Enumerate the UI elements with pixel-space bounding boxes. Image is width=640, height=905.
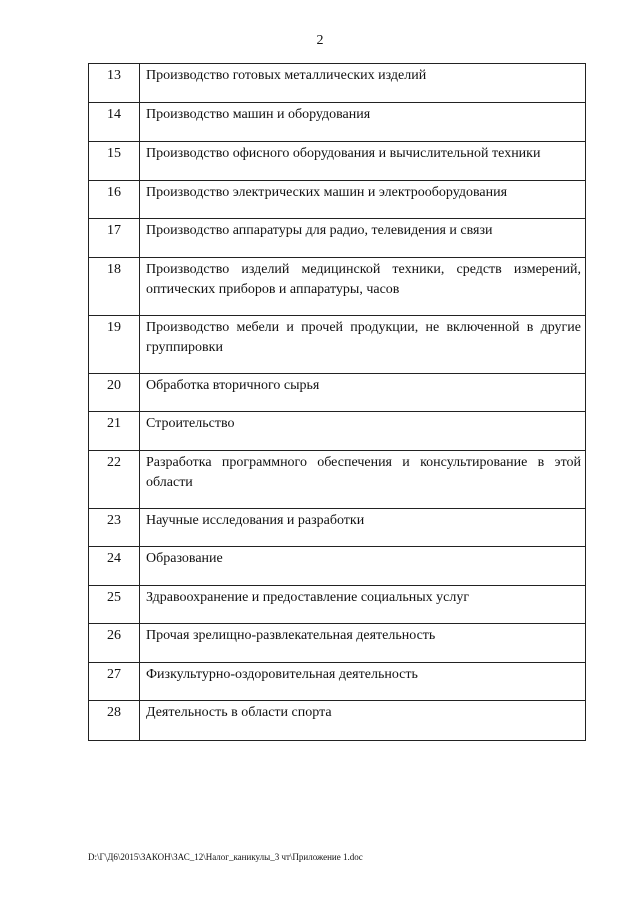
page-number: 2	[316, 33, 324, 48]
row-number: 22	[89, 451, 140, 509]
table-row	[89, 103, 586, 142]
row-number: 13	[89, 64, 140, 103]
row-text: Производство аппаратуры для радио, телевидения и связи	[140, 219, 586, 258]
row-text: Производство готовых металлических изделий	[140, 64, 586, 103]
row-text: Научные исследования и разработки	[140, 509, 586, 547]
file-path-footer: D:\Г\Д6\2015\ЗАКОН\ЗАС_12\Налог_каникулы_3 чт\Приложение 1.doc	[88, 852, 363, 862]
row-text: Строительство	[140, 412, 586, 451]
table-row	[89, 547, 586, 586]
row-number: 24	[89, 547, 140, 586]
row-number: 25	[89, 586, 140, 624]
table-row	[89, 509, 586, 547]
row-number: 18	[89, 258, 140, 316]
row-number: 20	[89, 374, 140, 412]
table-row	[89, 701, 586, 741]
table-row	[89, 64, 586, 103]
row-number: 19	[89, 316, 140, 374]
row-text: Обработка вторичного сырья	[140, 374, 586, 412]
table-row	[89, 219, 586, 258]
row-number: 28	[89, 701, 140, 741]
row-number: 14	[89, 103, 140, 142]
activities-table	[88, 63, 586, 741]
row-text: Физкультурно-оздоровительная деятельность	[140, 663, 586, 701]
table-row	[89, 412, 586, 451]
table-row	[89, 374, 586, 412]
row-number: 26	[89, 624, 140, 663]
row-text: Производство машин и оборудования	[140, 103, 586, 142]
row-text: Производство мебели и прочей продукции, не включенной в другие группировки	[140, 316, 586, 374]
row-text: Прочая зрелищно-развлекательная деятельность	[140, 624, 586, 663]
row-number: 17	[89, 219, 140, 258]
table-row	[89, 663, 586, 701]
table-row	[89, 624, 586, 663]
row-number: 27	[89, 663, 140, 701]
table-row	[89, 316, 586, 374]
table-row	[89, 181, 586, 219]
row-text: Производство офисного оборудования и вычислительной техники	[140, 142, 586, 181]
row-text: Деятельность в области спорта	[140, 701, 586, 741]
row-number: 16	[89, 181, 140, 219]
table-row	[89, 258, 586, 316]
table-row	[89, 586, 586, 624]
row-number: 23	[89, 509, 140, 547]
row-text: Производство изделий медицинской техники, средств измерений, оптических приборов и аппаратуры, часов	[140, 258, 586, 316]
row-text: Здравоохранение и предоставление социальных услуг	[140, 586, 586, 624]
table-row	[89, 142, 586, 181]
row-text: Разработка программного обеспечения и консультирование в этой области	[140, 451, 586, 509]
table-row	[89, 451, 586, 509]
row-text: Образование	[140, 547, 586, 586]
row-number: 15	[89, 142, 140, 181]
row-text: Производство электрических машин и электрооборудования	[140, 181, 586, 219]
row-number: 21	[89, 412, 140, 451]
